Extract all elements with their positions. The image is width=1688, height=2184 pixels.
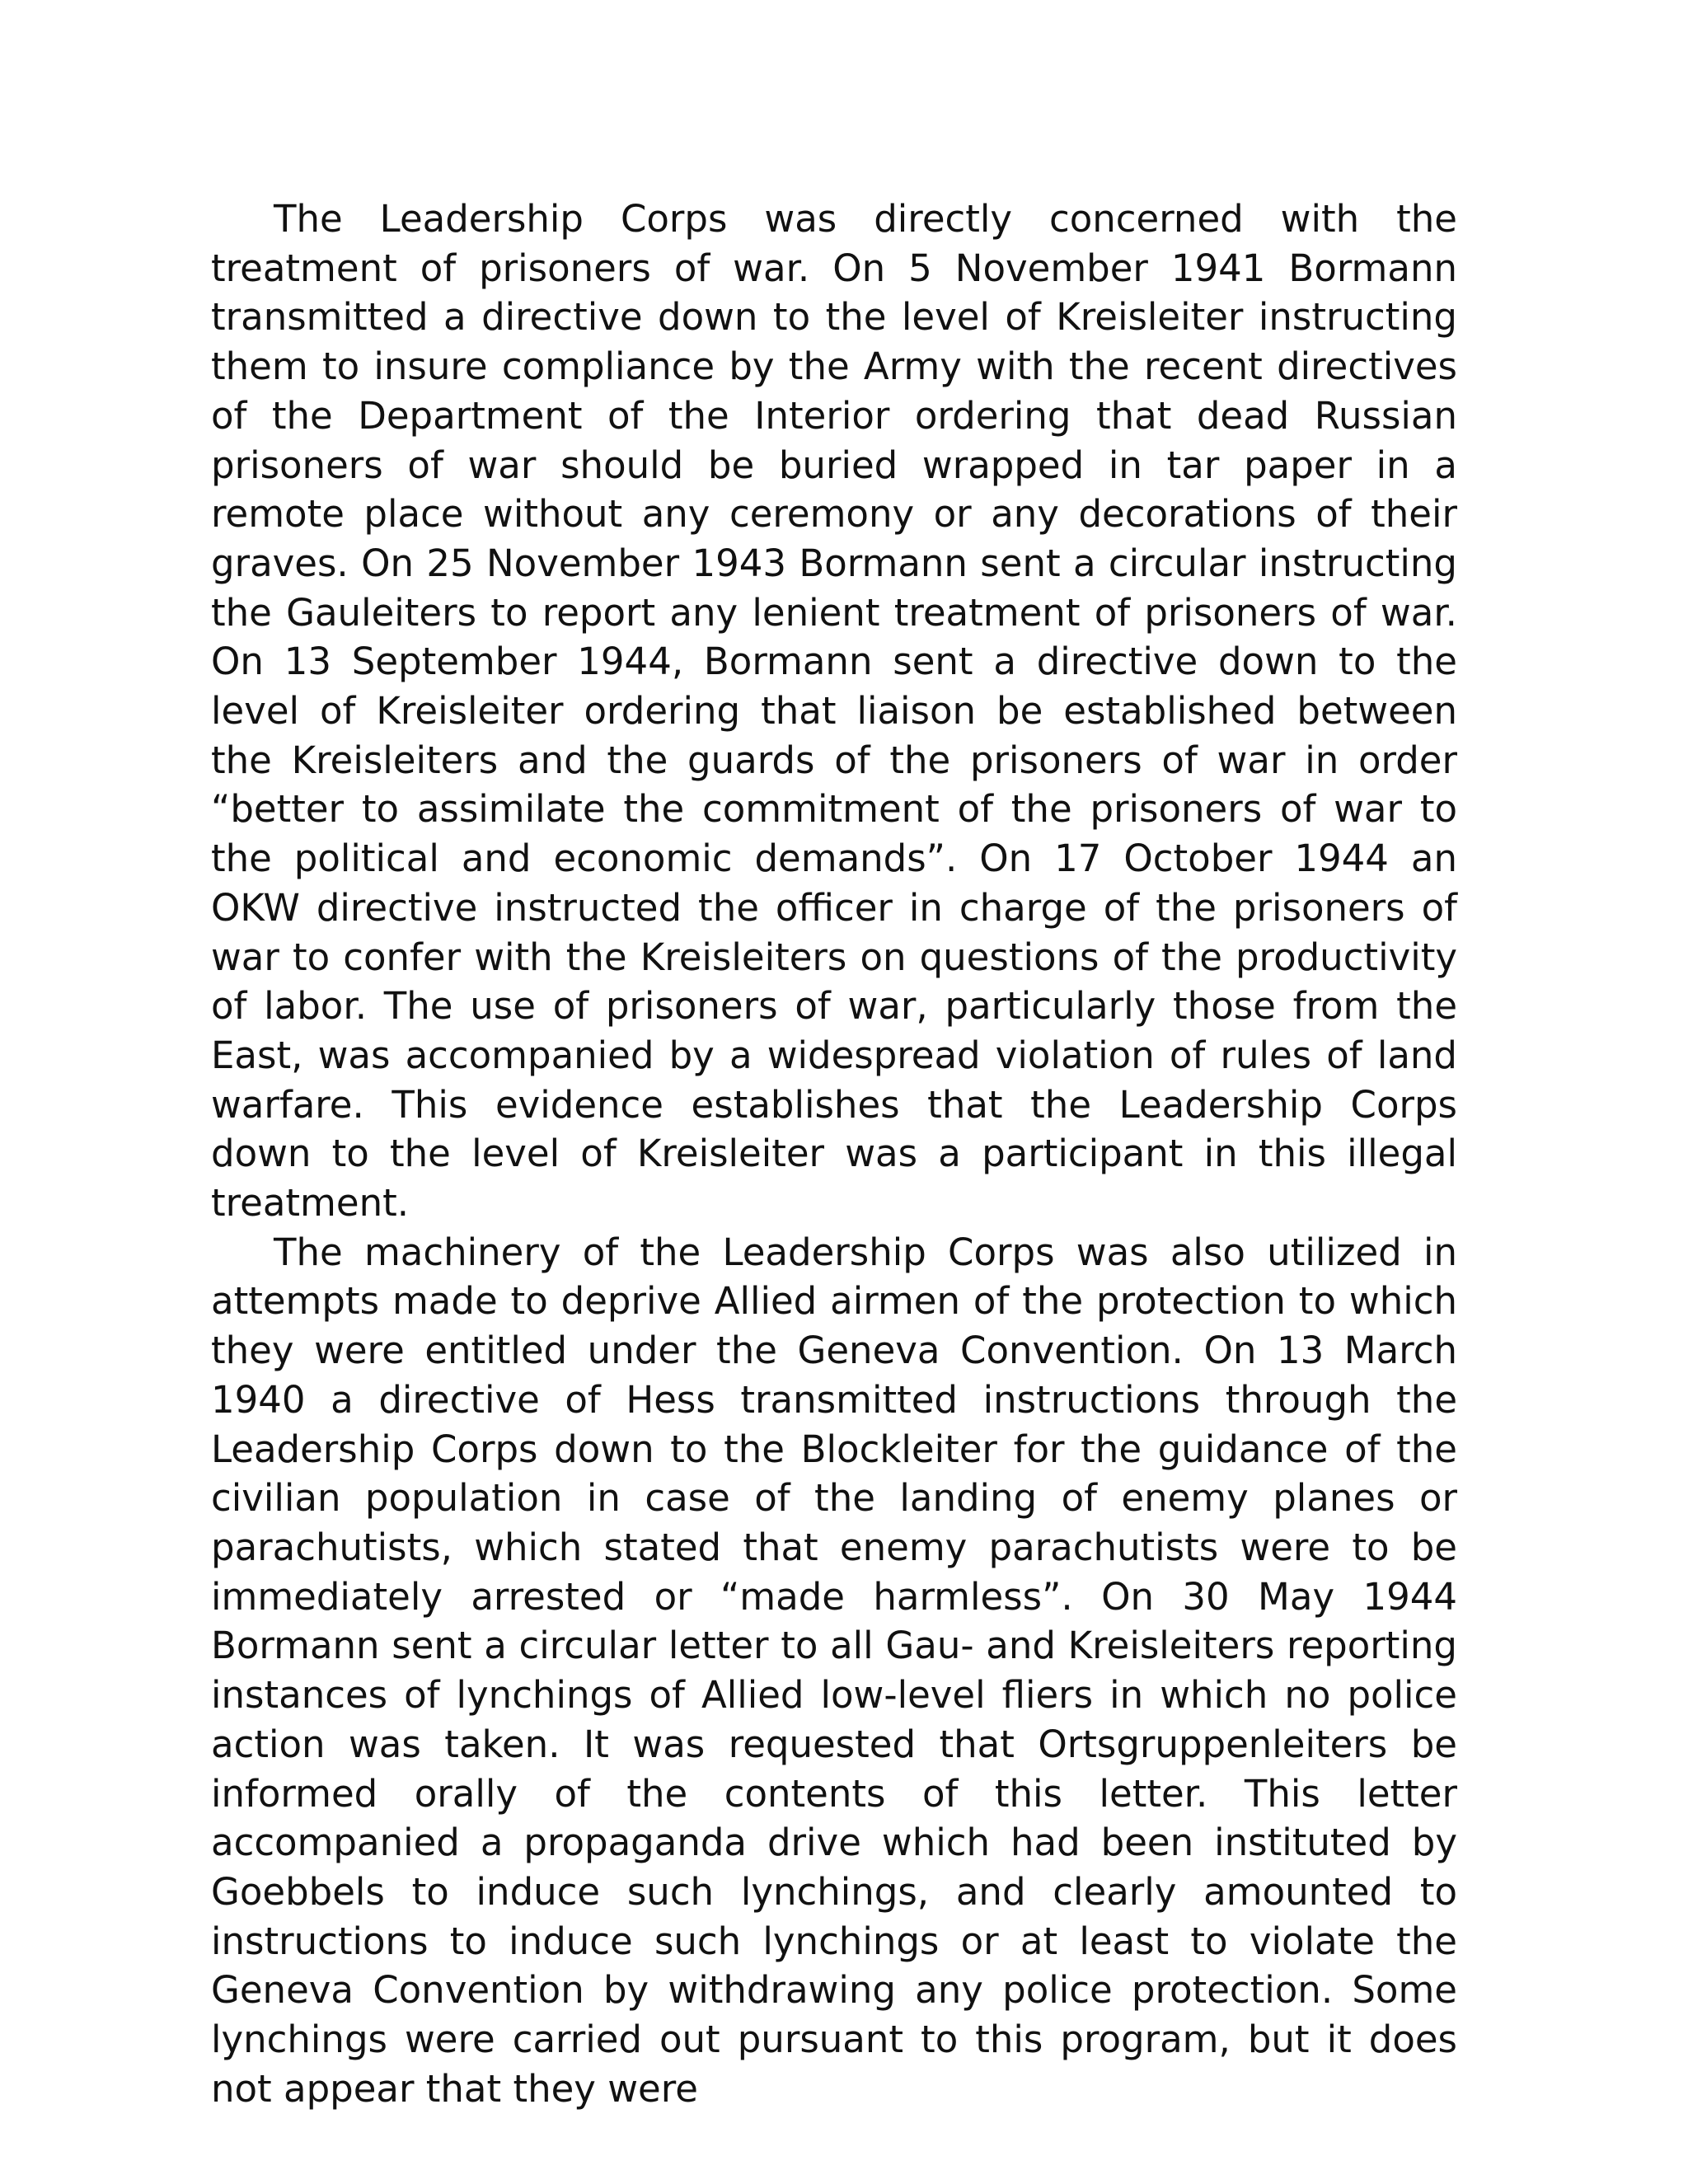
paragraph-allied-airmen: The machinery of the Leadership Corps was also utilized in attempts made to deprive Allied airmen of the protection to which they were entitled under the Geneva Convention. On 13 March 1940 a directive of Hess transmitted instructions through the Leadership Corps down to the Blockleiter for the guidance of the civilian population in case of the landing of enemy planes or parachutists, which stated that enemy parachutists were to be immediately arrested or “made harmless”. On 30 May 1944 Bormann sent a circular letter to all Gau- and Kreisleiters reporting instances of lynchings of Allied low-level fliers in which no police action was taken. It was requested that Ortsgruppenleiters be informed orally of the contents of this letter. This letter accompanied a propaganda drive which had been instituted by Goebbels to induce such lynchings, and clearly amounted to instructions to induce such lynchings or at least to violate the Geneva Convention by withdrawing any police protection. Some lynchings were carried out pursuant to this program, but it does not appear that they were xyxy=(211,1230,1457,2111)
body-text xyxy=(211,194,1457,2113)
paragraph-prisoners-of-war: The Leadership Corps was directly concerned with the treatment of prisoners of war. On 5 November 1941 Bormann transmitted a directive down to the level of Kreisleiter instructing them to insure compliance by the Army with the recent directives of the Department of the Interior ordering that dead Russian prisoners of war should be buried wrapped in tar paper in a remote place without any ceremony or any decorations of their graves. On 25 November 1943 Bormann sent a circular instructing the Gauleiters to report any lenient treatment of prisoners of war. On 13 September 1944, Bormann sent a directive down to the level of Kreisleiter ordering that liaison be established between the Kreisleiters and the guards of the prisoners of war in order “better to assimilate the commitment of the prisoners of war to the political and economic demands”. On 17 October 1944 an OKW directive instructed the officer in charge of the prisoners of war to confer with the Kreisleiters on questions of the productivity of labor. The use of prisoners of war, particularly those from the East, was accompanied by a widespread violation of rules of land warfare. This evidence establishes that the Leadership Corps down to the level of Kreisleiter was a participant in this illegal treatment. xyxy=(211,197,1457,1226)
